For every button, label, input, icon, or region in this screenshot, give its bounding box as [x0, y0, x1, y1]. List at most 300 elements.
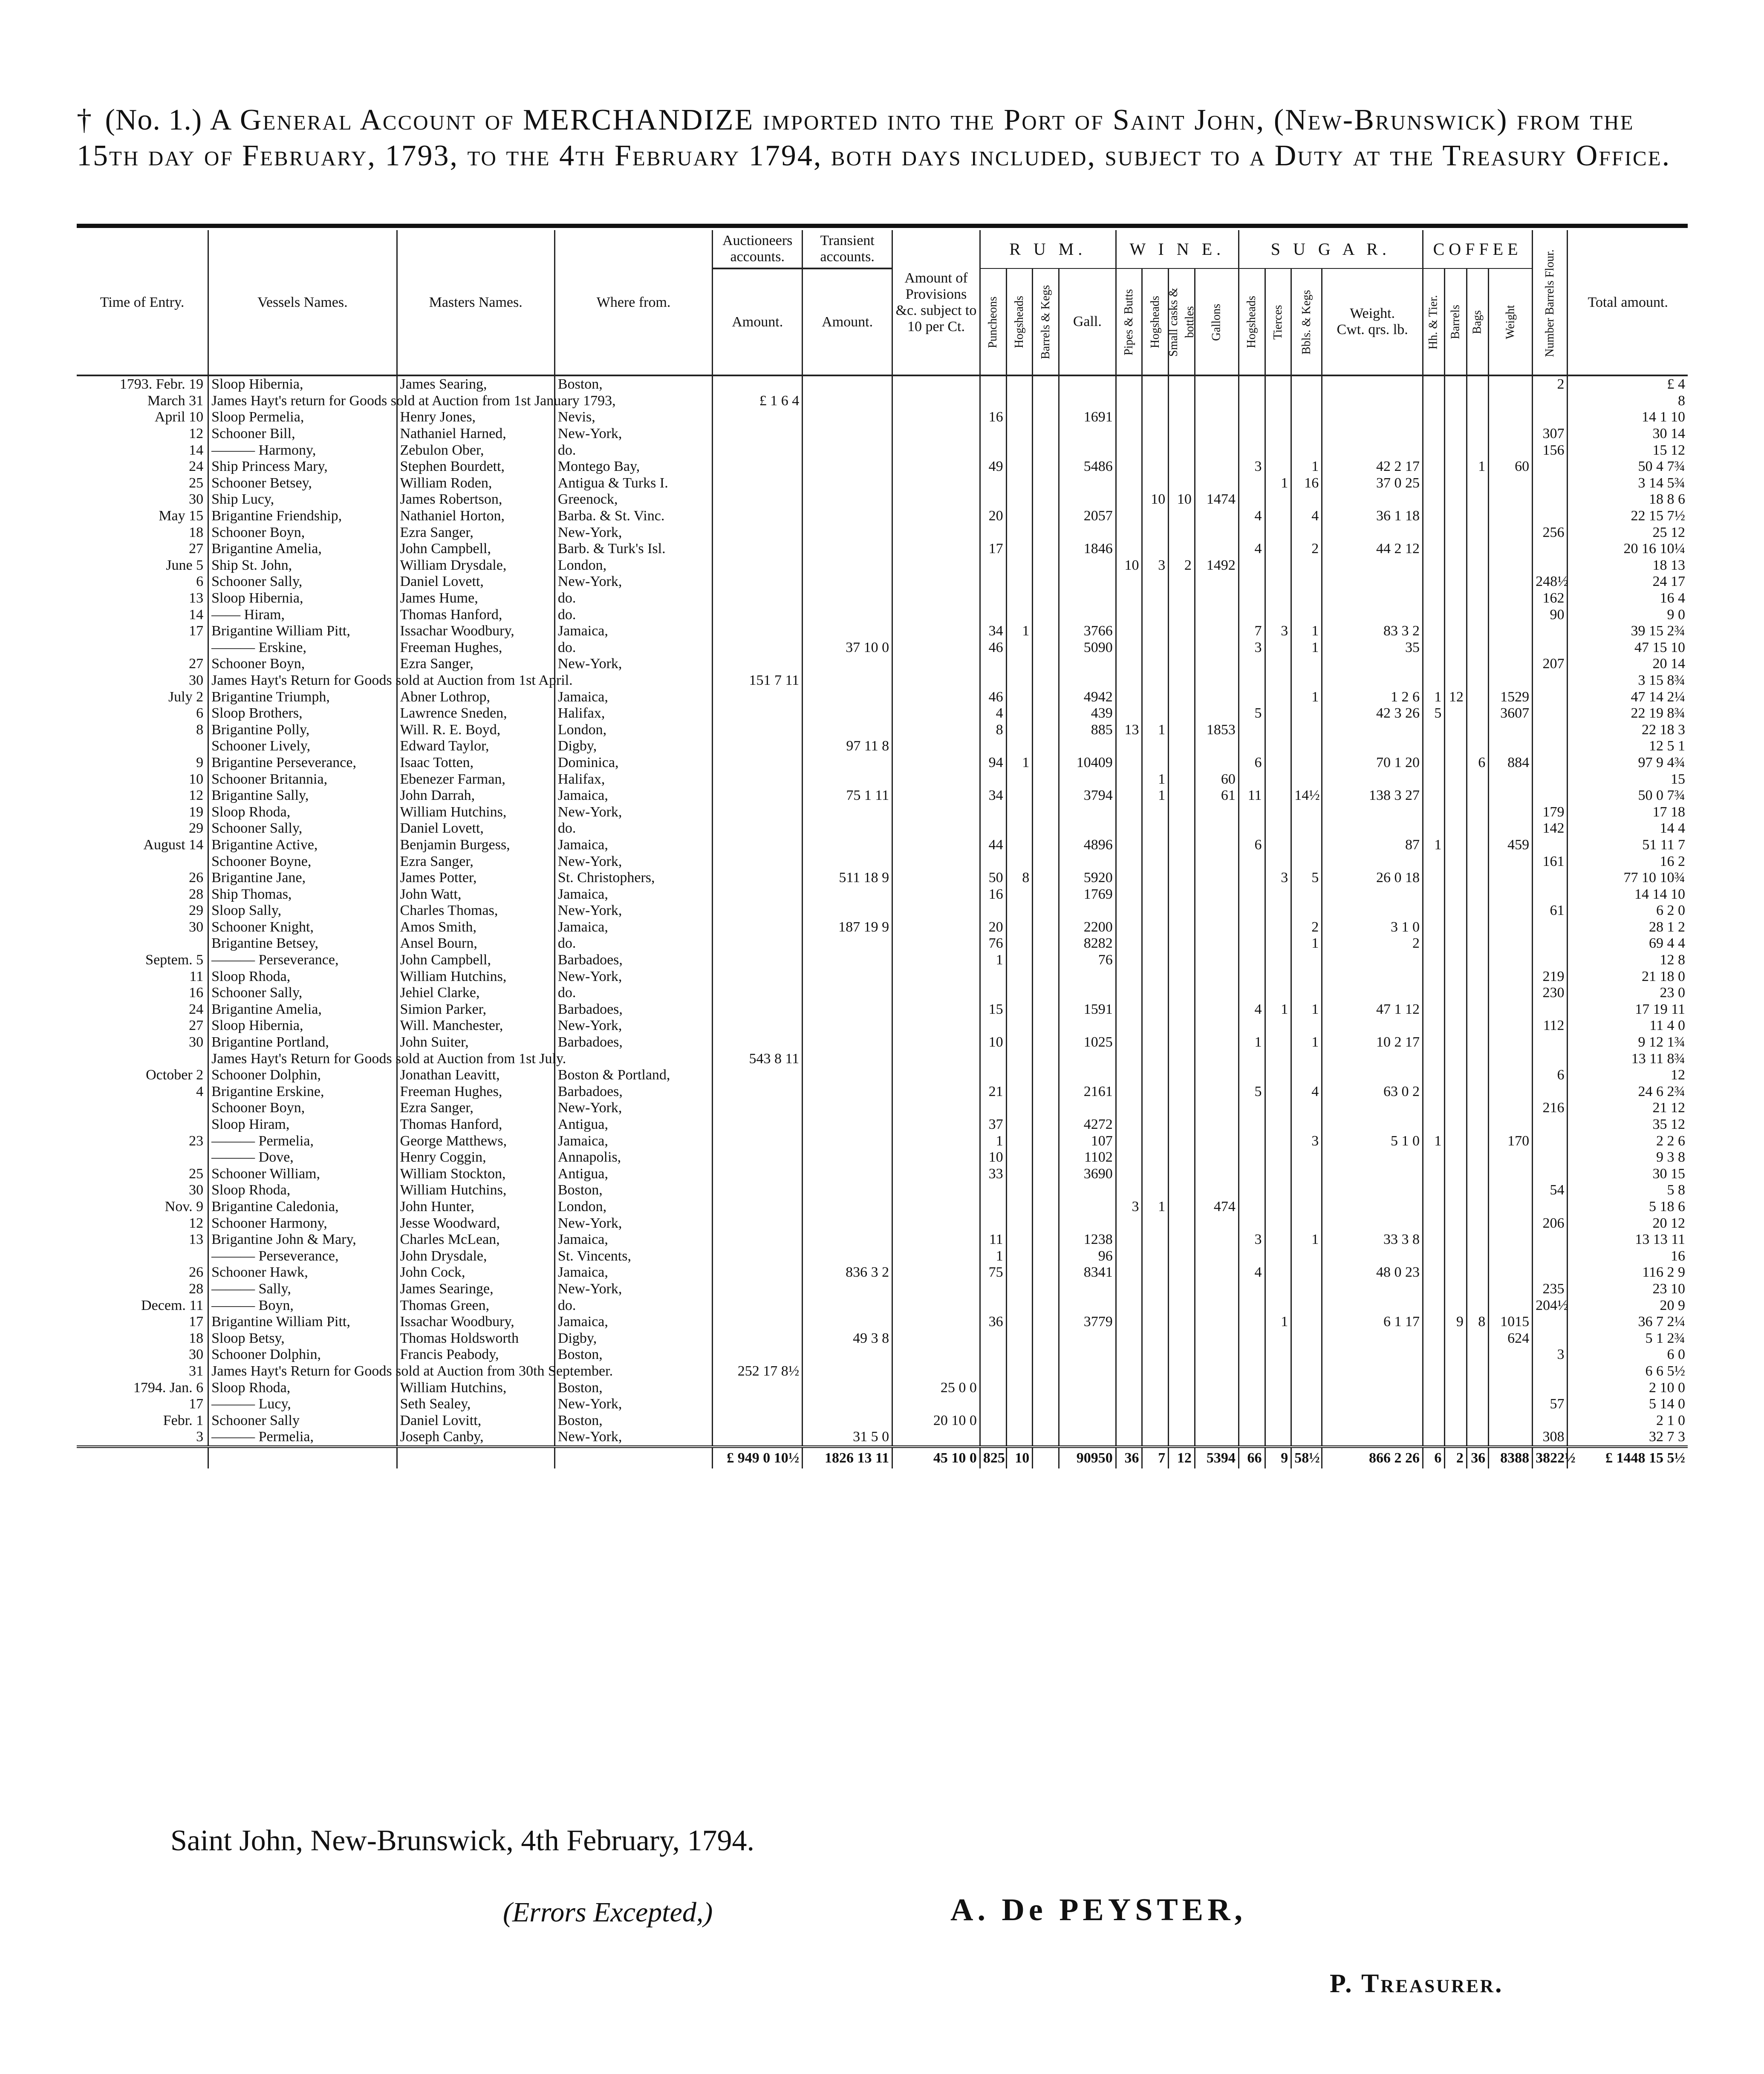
cell-sugar-b: [1291, 952, 1322, 969]
cell-coffee-w: [1489, 1018, 1533, 1034]
cell-sugar-h: [1239, 1330, 1265, 1347]
cell-transient: [803, 1314, 892, 1330]
cell-rum-p: [980, 985, 1006, 1001]
cell-total: 21 12: [1568, 1100, 1688, 1116]
cell-provisions: [892, 1281, 980, 1298]
cell-sugar-b: [1291, 375, 1322, 393]
cell-coffee-hh: [1423, 1281, 1444, 1298]
cell-coffee-w: [1489, 985, 1533, 1001]
cell-date: [77, 1248, 208, 1264]
cell-master: Stephen Bourdett,: [397, 459, 554, 475]
cell-coffee-bg: [1467, 820, 1488, 837]
header-coffee-barrels: Barrels: [1445, 268, 1467, 375]
cell-sugar-h: [1239, 409, 1265, 426]
cell-total: 30 14: [1568, 426, 1688, 442]
cell-wine-p: [1116, 1347, 1142, 1363]
cell-sugar-t: 9: [1265, 1447, 1291, 1468]
cell-rum-h: [1006, 935, 1033, 952]
cell-wine-p: [1116, 820, 1142, 837]
cell-vessel: ——— Harmony,: [208, 442, 397, 459]
header-wine-pipes: Pipes & Butts: [1116, 268, 1142, 375]
cell-coffee-w: [1489, 1412, 1533, 1429]
cell-date: June 5: [166, 557, 204, 573]
cell-wine-h: [1142, 853, 1169, 870]
cell-rum-p: 21: [980, 1084, 1006, 1100]
cell-flour: [1533, 1314, 1568, 1330]
cell-coffee-hh: [1423, 1215, 1444, 1232]
cell-vessel: Schooner Sally,: [208, 985, 397, 1001]
cell-total: 9 3 8: [1568, 1149, 1688, 1166]
cell-date: [77, 1149, 208, 1166]
cell-coffee-b: [1445, 541, 1467, 557]
cell-sugar-w: [1322, 426, 1423, 442]
cell-rum-h: [1006, 426, 1033, 442]
cell-coffee-w: 459: [1489, 837, 1533, 854]
cell-coffee-bg: [1467, 738, 1488, 755]
cell-from: Jamaica,: [554, 1232, 712, 1248]
cell-coffee-bg: [1467, 804, 1488, 820]
cell-master: Ezra Sanger,: [397, 656, 554, 672]
cell-master: John Suiter,: [397, 1034, 554, 1051]
cell-provisions: [892, 1396, 980, 1413]
cell-rum-g: [1059, 738, 1116, 755]
cell-coffee-hh: [1423, 1314, 1444, 1330]
cell-wine-h: [1142, 1018, 1169, 1034]
cell-wine-h: [1142, 590, 1169, 607]
cell-auction: [713, 491, 803, 508]
cell-coffee-w: [1489, 919, 1533, 936]
cell-wine-p: [1116, 870, 1142, 886]
cell-coffee-w: [1489, 1248, 1533, 1264]
cell-rum-h: [1006, 459, 1033, 475]
cell-wine-s: [1169, 1084, 1195, 1100]
cell-sugar-h: 4: [1239, 541, 1265, 557]
cell-coffee-b: [1445, 393, 1467, 410]
cell-sugar-b: [1291, 1429, 1322, 1447]
cell-total: 15 12: [1568, 442, 1688, 459]
cell-date: 6: [196, 574, 204, 590]
cell-master: Daniel Lovitt,: [397, 1412, 554, 1429]
table-row: [77, 804, 1688, 820]
cell-total: 22 15 7½: [1568, 508, 1688, 525]
cell-total: 16 2: [1568, 853, 1688, 870]
cell-coffee-w: [1489, 426, 1533, 442]
table-row: [77, 1330, 1688, 1347]
cell-sugar-t: [1265, 574, 1291, 590]
cell-auction: [713, 1264, 803, 1281]
cell-total: 13 11 8¾: [1568, 1050, 1688, 1067]
cell-provisions: [892, 442, 980, 459]
cell-master: Thomas Hanford,: [397, 1116, 554, 1133]
cell-master: William Hutchins,: [397, 804, 554, 820]
cell-rum-b: [1033, 689, 1059, 705]
cell-wine-g: [1195, 1116, 1239, 1133]
cell-rum-p: 50: [980, 870, 1006, 886]
cell-coffee-hh: [1423, 393, 1444, 410]
table-row: [77, 1166, 1688, 1183]
cell-rum-h: 8: [1006, 870, 1033, 886]
cell-coffee-bg: [1467, 1297, 1488, 1314]
cell-transient: [803, 1396, 892, 1413]
cell-master: Abner Lothrop,: [397, 689, 554, 705]
cell-coffee-w: [1489, 1084, 1533, 1100]
cell-wine-s: [1169, 771, 1195, 787]
cell-coffee-w: [1489, 1215, 1533, 1232]
cell-coffee-hh: [1423, 903, 1444, 919]
cell-transient: [803, 409, 892, 426]
cell-rum-g: [1059, 426, 1116, 442]
cell-rum-p: [980, 491, 1006, 508]
cell-coffee-b: [1445, 574, 1467, 590]
cell-flour: [1533, 771, 1568, 787]
cell-coffee-w: [1489, 886, 1533, 903]
cell-sugar-t: 1: [1265, 1001, 1291, 1018]
cell-wine-p: [1116, 1330, 1142, 1347]
cell-sugar-t: [1265, 1018, 1291, 1034]
cell-coffee-b: [1445, 787, 1467, 804]
table-row: [77, 442, 1688, 459]
table-row: [77, 1281, 1688, 1298]
cell-sugar-b: [1291, 409, 1322, 426]
cell-sugar-b: [1291, 524, 1322, 541]
cell-rum-h: [1006, 1050, 1033, 1067]
cell-rum-p: [980, 656, 1006, 672]
ledger-body: [77, 375, 1688, 1468]
cell-wine-s: [1169, 442, 1195, 459]
cell-rum-h: [1006, 1034, 1033, 1051]
cell-rum-b: [1033, 738, 1059, 755]
header-from: Where from.: [554, 230, 712, 375]
cell-wine-s: [1169, 524, 1195, 541]
cell-sugar-h: [1239, 1050, 1265, 1067]
cell-flour: [1533, 491, 1568, 508]
cell-wine-s: [1169, 1314, 1195, 1330]
table-row: [77, 574, 1688, 590]
cell-wine-h: [1142, 1166, 1169, 1183]
cell-sugar-w: [1322, 557, 1423, 574]
cell-sugar-h: [1239, 375, 1265, 393]
cell-coffee-hh: 6: [1423, 1447, 1444, 1468]
cell-wine-h: [1142, 1149, 1169, 1166]
cell-rum-b: [1033, 1314, 1059, 1330]
header-rum-puncheons: Puncheons: [980, 268, 1006, 375]
cell-rum-g: [1059, 1363, 1116, 1380]
cell-rum-p: [980, 524, 1006, 541]
cell-rum-p: [980, 820, 1006, 837]
cell-date: 30: [189, 1034, 204, 1050]
cell-sugar-w: 70 1 20: [1322, 755, 1423, 771]
cell-sugar-h: [1239, 574, 1265, 590]
cell-wine-s: [1169, 1133, 1195, 1149]
cell-provisions: [892, 1018, 980, 1034]
cell-sugar-w: [1322, 1412, 1423, 1429]
cell-total: 16 4: [1568, 590, 1688, 607]
cell-flour: [1533, 1050, 1568, 1067]
cell-auction: [713, 1116, 803, 1133]
cell-rum-b: [1033, 623, 1059, 640]
cell-transient: [803, 1116, 892, 1133]
cell-coffee-bg: [1467, 771, 1488, 787]
cell-coffee-w: [1489, 968, 1533, 985]
cell-sugar-h: [1239, 1215, 1265, 1232]
cell-wine-s: [1169, 1429, 1195, 1447]
cell-coffee-bg: [1467, 1133, 1488, 1149]
cell-rum-g: [1059, 524, 1116, 541]
cell-coffee-b: [1445, 755, 1467, 771]
cell-coffee-hh: [1423, 1297, 1444, 1314]
cell-master: Charles McLean,: [397, 1232, 554, 1248]
cell-sugar-h: 6: [1239, 837, 1265, 854]
cell-coffee-w: [1489, 409, 1533, 426]
cell-rum-b: [1033, 705, 1059, 722]
cell-from: London,: [554, 1199, 712, 1215]
document-title: [77, 102, 1696, 174]
cell-rum-b: [1033, 508, 1059, 525]
cell-master: William Roden,: [397, 475, 554, 492]
cell-flour: [1533, 1084, 1568, 1100]
cell-auction: [713, 968, 803, 985]
cell-from: Jamaica,: [554, 837, 712, 854]
cell-wine-p: [1116, 524, 1142, 541]
cell-vessel: James Hayt's Return for Goods sold at Auction from 1st April.: [208, 672, 397, 689]
cell-total: 18 13: [1568, 557, 1688, 574]
header-vessel: Vessels Names.: [208, 230, 397, 375]
table-row: [77, 705, 1688, 722]
cell-rum-h: [1006, 820, 1033, 837]
cell-wine-s: 10: [1169, 491, 1195, 508]
cell-coffee-b: [1445, 985, 1467, 1001]
cell-vessel: ——— Boyn,: [208, 1297, 397, 1314]
cell-from: Jamaica,: [554, 919, 712, 936]
cell-total: 2 2 6: [1568, 1133, 1688, 1149]
cell-rum-p: [980, 1363, 1006, 1380]
cell-rum-b: [1033, 656, 1059, 672]
cell-wine-g: [1195, 1281, 1239, 1298]
cell-wine-p: [1116, 1429, 1142, 1447]
cell-rum-h: [1006, 672, 1033, 689]
cell-date: 30: [189, 491, 204, 508]
cell-date: 31: [189, 1363, 204, 1379]
cell-from: Halifax,: [554, 771, 712, 787]
table-row: [77, 985, 1688, 1001]
cell-sugar-w: [1322, 491, 1423, 508]
cell-coffee-b: [1445, 771, 1467, 787]
cell-rum-h: [1006, 1396, 1033, 1413]
cell-sugar-h: [1239, 985, 1265, 1001]
cell-date: 6: [196, 705, 204, 721]
cell-sugar-b: [1291, 1248, 1322, 1264]
cell-sugar-h: [1239, 442, 1265, 459]
header-provisions: Amount of Provisions &c. subject to 10 per Ct.: [892, 230, 980, 375]
cell-total: 36 7 2¼: [1568, 1314, 1688, 1330]
cell-sugar-b: [1291, 1149, 1322, 1166]
header-wine: W I N E.: [1116, 230, 1239, 268]
table-row: [77, 870, 1688, 886]
cell-transient: [803, 375, 892, 393]
cell-total: 3 15 8¾: [1568, 672, 1688, 689]
cell-rum-p: 49: [980, 459, 1006, 475]
cell-rum-p: 10: [980, 1034, 1006, 1051]
cell-wine-p: [1116, 1182, 1142, 1199]
cell-rum-g: 5486: [1059, 459, 1116, 475]
cell-total: 47 14 2¼: [1568, 689, 1688, 705]
cell-rum-b: [1033, 1018, 1059, 1034]
cell-date: 24: [189, 1001, 204, 1017]
cell-rum-b: [1033, 459, 1059, 475]
cell-wine-p: [1116, 689, 1142, 705]
cell-wine-h: 10: [1142, 491, 1169, 508]
cell-sugar-w: [1322, 1379, 1423, 1396]
cell-rum-p: [980, 442, 1006, 459]
cell-date: 25: [189, 1165, 204, 1182]
cell-total: 50 4 7¾: [1568, 459, 1688, 475]
cell-sugar-b: [1291, 985, 1322, 1001]
cell-wine-p: [1116, 985, 1142, 1001]
cell-rum-h: 10: [1006, 1447, 1033, 1468]
cell-sugar-b: 1: [1291, 459, 1322, 475]
cell-coffee-b: [1445, 1232, 1467, 1248]
cell-provisions: [892, 1149, 980, 1166]
cell-date: [77, 853, 208, 870]
cell-vessel: Ship Princess Mary,: [208, 459, 397, 475]
cell-rum-h: [1006, 1330, 1033, 1347]
cell-total: 5 8: [1568, 1182, 1688, 1199]
cell-rum-g: [1059, 475, 1116, 492]
cell-coffee-bg: [1467, 853, 1488, 870]
cell-rum-g: 4942: [1059, 689, 1116, 705]
cell-sugar-b: 14½: [1291, 787, 1322, 804]
cell-master: William Hutchins,: [397, 1182, 554, 1199]
cell-coffee-bg: [1467, 426, 1488, 442]
cell-sugar-b: [1291, 672, 1322, 689]
cell-sugar-h: [1239, 590, 1265, 607]
cell-date: 14: [189, 442, 204, 458]
cell-wine-s: [1169, 1166, 1195, 1183]
cell-coffee-bg: [1467, 1199, 1488, 1215]
cell-date: 8: [196, 721, 204, 738]
cell-coffee-bg: [1467, 1264, 1488, 1281]
cell-wine-h: [1142, 1133, 1169, 1149]
cell-vessel: Brigantine Amelia,: [208, 1001, 397, 1018]
cell-transient: [803, 656, 892, 672]
cell-coffee-hh: [1423, 1100, 1444, 1116]
cell-master: John Drysdale,: [397, 1248, 554, 1264]
cell-provisions: [892, 623, 980, 640]
cell-sugar-t: 1: [1265, 1314, 1291, 1330]
cell-sugar-b: [1291, 820, 1322, 837]
cell-wine-s: [1169, 1116, 1195, 1133]
cell-vessel: Sloop Betsy,: [208, 1330, 397, 1347]
header-auction-amount: Amount.: [713, 268, 803, 375]
cell-auction: [713, 985, 803, 1001]
cell-provisions: [892, 1166, 980, 1183]
cell-auction: [713, 574, 803, 590]
cell-wine-p: [1116, 409, 1142, 426]
cell-sugar-b: 58½: [1291, 1447, 1322, 1468]
cell-date: 17: [189, 1396, 204, 1412]
cell-from: New-York,: [554, 656, 712, 672]
cell-provisions: [892, 508, 980, 525]
cell-wine-h: [1142, 1050, 1169, 1067]
cell-rum-h: [1006, 1412, 1033, 1429]
cell-wine-p: [1116, 1412, 1142, 1429]
cell-flour: 230: [1533, 985, 1568, 1001]
cell-coffee-bg: [1467, 787, 1488, 804]
header-sugar-hogsheads: Hogsheads: [1239, 268, 1265, 375]
cell-flour: [1533, 870, 1568, 886]
cell-vessel: Sloop Rhoda,: [208, 804, 397, 820]
header-wine-gallons: Gallons: [1195, 268, 1239, 375]
cell-wine-h: [1142, 705, 1169, 722]
cell-coffee-hh: [1423, 590, 1444, 607]
cell-sugar-h: [1239, 1182, 1265, 1199]
cell-rum-h: [1006, 375, 1033, 393]
cell-wine-s: [1169, 606, 1195, 623]
cell-sugar-h: [1239, 870, 1265, 886]
cell-coffee-bg: [1467, 1067, 1488, 1084]
cell-vessel: Brigantine Perseverance,: [208, 755, 397, 771]
cell-wine-h: [1142, 935, 1169, 952]
cell-date: [77, 1447, 208, 1468]
cell-wine-g: [1195, 524, 1239, 541]
cell-rum-p: 10: [980, 1149, 1006, 1166]
cell-vessel: ——— Perseverance,: [208, 1248, 397, 1264]
cell-sugar-t: 1: [1265, 475, 1291, 492]
cell-rum-g: [1059, 1215, 1116, 1232]
cell-wine-p: 3: [1116, 1199, 1142, 1215]
cell-wine-p: [1116, 1281, 1142, 1298]
cell-transient: [803, 1232, 892, 1248]
cell-sugar-w: 44 2 12: [1322, 541, 1423, 557]
cell-rum-h: [1006, 771, 1033, 787]
cell-coffee-b: 12: [1445, 689, 1467, 705]
cell-rum-p: 44: [980, 837, 1006, 854]
cell-auction: [713, 820, 803, 837]
cell-coffee-bg: [1467, 1034, 1488, 1051]
header-sugar-tierces: Tierces: [1265, 268, 1291, 375]
table-row: [77, 903, 1688, 919]
cell-auction: [713, 738, 803, 755]
cell-total: 23 10: [1568, 1281, 1688, 1298]
cell-sugar-h: [1239, 738, 1265, 755]
cell-transient: [803, 952, 892, 969]
cell-vessel: Schooner Boyn,: [208, 656, 397, 672]
cell-wine-p: [1116, 837, 1142, 854]
cell-rum-h: [1006, 1084, 1033, 1100]
cell-sugar-w: [1322, 1100, 1423, 1116]
cell-rum-h: [1006, 393, 1033, 410]
cell-rum-g: 10409: [1059, 755, 1116, 771]
cell-sugar-h: [1239, 1363, 1265, 1380]
cell-wine-s: [1169, 755, 1195, 771]
cell-wine-s: [1169, 1264, 1195, 1281]
cell-provisions: [892, 1215, 980, 1232]
cell-coffee-bg: [1467, 1363, 1488, 1380]
cell-wine-h: [1142, 1347, 1169, 1363]
cell-auction: [713, 1034, 803, 1051]
header-coffee: COFFEE: [1423, 230, 1532, 268]
cell-wine-h: [1142, 985, 1169, 1001]
cell-transient: [803, 886, 892, 903]
totals-row: [77, 1447, 1688, 1468]
cell-rum-g: [1059, 491, 1116, 508]
cell-rum-g: 1846: [1059, 541, 1116, 557]
cell-coffee-b: [1445, 606, 1467, 623]
table-row: [77, 919, 1688, 936]
cell-sugar-h: 5: [1239, 1084, 1265, 1100]
cell-sugar-b: 1: [1291, 640, 1322, 656]
cell-wine-s: [1169, 870, 1195, 886]
